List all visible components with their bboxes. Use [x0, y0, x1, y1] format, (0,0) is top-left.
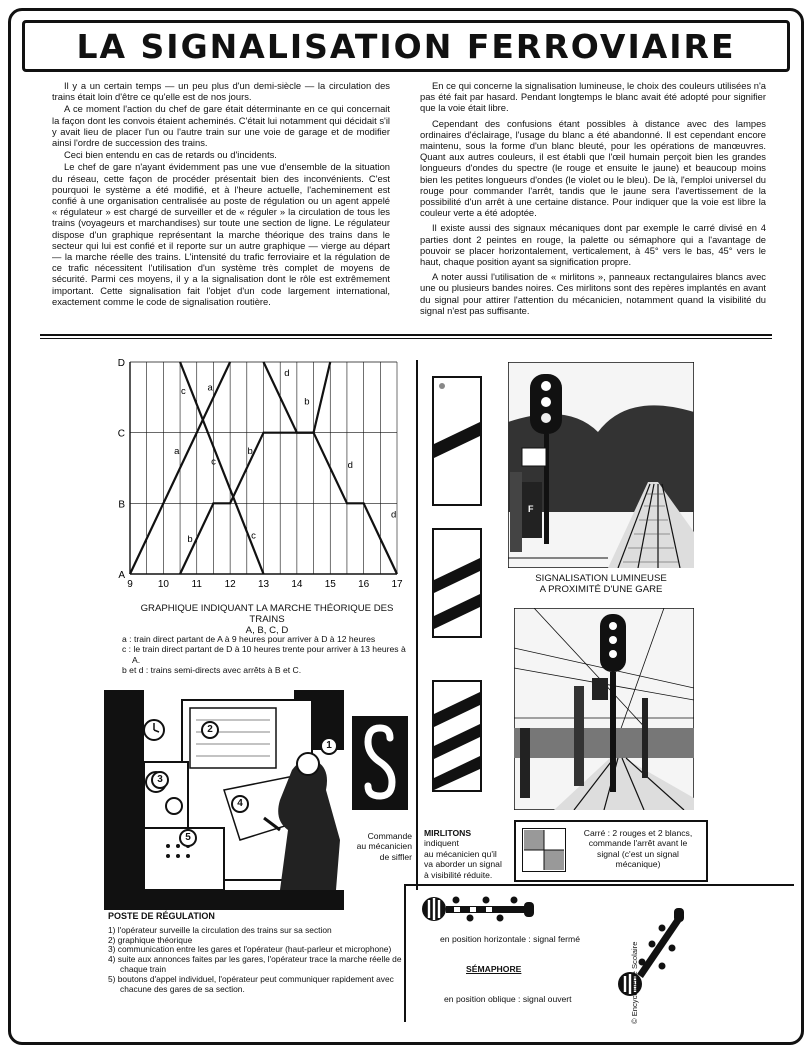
semaphore-oblique-caption: en position oblique : signal ouvert	[444, 994, 572, 1004]
x-tick-label: 16	[358, 579, 370, 590]
mirliton-one-band	[432, 376, 482, 506]
callout-number: 3	[151, 771, 169, 789]
series-label: a	[207, 382, 213, 394]
photo-caption-line: A PROXIMITÉ D'UNE GARE	[539, 584, 663, 595]
paragraph: Cependant des confusions étant possibles à distance avec des lampes ordinaires d'éclairage, l'usage du blanc a été abandonné. Il est cependant encore maintenu, sous la forme d'un blanc bleuté, pour les opérations de manœuvres. Quant aux autres couleurs, il est établi que l'œil humain perçoit bien les grandes longueurs d'ondes du spectre (le rouge et ensuite le jaune) et beaucoup moins bien les petites longueurs d'ondes (le violet ou le bleu). De là, l'emploi universel du rouge pour commander l'arrêt, tandis que le jaune sera l'avertissement de la possibilité d'un arrêt à une certaine distance. Pour indiquer que la voie est libre la couleur verte a été adoptée.	[420, 117, 766, 219]
divider-vertical	[416, 360, 418, 890]
x-tick-label: 12	[224, 579, 236, 590]
regulation-item: 3) communication entre les gares et l'opérateur (haut-parleur et microphone)	[108, 944, 392, 955]
copyright-text: © Encyclopédie Scolaire	[630, 941, 639, 1024]
regulation-item: 5) boutons d'appel individuel, l'opérateur peut communiquer rapidement avec chacune des gares de sa section.	[108, 973, 394, 994]
station-signals-photo	[514, 608, 694, 810]
caption-line: MIRLITONS	[424, 828, 472, 838]
divider-vertical	[404, 884, 406, 1022]
caption-line: au mécanicien	[356, 841, 412, 852]
caption-line: va aborder un signal	[424, 859, 502, 870]
series-label: d	[347, 460, 353, 471]
paragraph: Il existe aussi des signaux mécaniques dont par exemple le carré divisé en 4 parties dont 2 peintes en rouge, la palette ou sémaphore qui a l'avantage de pouvoir se placer horizontalement, verticalement, à 45° vers le bas, 45° vers le haut, chaque position ayant sa signification propre.	[420, 222, 766, 268]
chart-legend	[122, 634, 412, 676]
caption-line: de siffler	[379, 851, 412, 862]
semaphore-horizontal	[420, 892, 540, 926]
series-label: c	[251, 530, 256, 542]
caption-line: indiquent	[424, 838, 459, 849]
chart-caption	[122, 603, 412, 636]
x-tick-label: 13	[257, 579, 270, 590]
divider	[40, 334, 772, 336]
regulation-console-illustration	[104, 690, 344, 910]
caption-line: à visibilité réduite.	[424, 869, 493, 880]
mirliton-two-bands	[432, 528, 482, 638]
series-label: a	[174, 445, 180, 457]
x-tick-label: 17	[391, 579, 403, 590]
y-tick-label: C	[117, 428, 125, 440]
photo-caption-line: SIGNALISATION LUMINEUSE	[535, 573, 667, 584]
text-column-right	[420, 80, 766, 320]
x-tick-label: 15	[324, 579, 336, 590]
legend-entry: a : train direct partant de A à 9 heures pour arriver à D à 12 heures	[122, 634, 376, 644]
series-line-b	[180, 362, 330, 574]
series-label: d	[284, 368, 290, 380]
x-tick-label: 11	[191, 579, 202, 590]
regulation-legend	[108, 912, 408, 994]
paragraph: Le chef de gare n'ayant évidemment pas une vue d'ensemble de la situation du réseau, cette façon de procéder présentait bien des inconvénients. C'est pourquoi le système a été modifié, et à l'heure actuelle, l'acheminement est confié à une organisation centralisée au poste de régulation ou un agent appelé « régulateur » est chargé de surveiller et de « réguler » la circulation de tous les trains (voyageurs et marchandises) sur toute une section de ligne. Le régulateur dispose d'un graphique représentant la marche théorique des trains dans le secteur qui lui est confié et il reporte sur un autre graphique — vierge au départ — la marche réelle des trains. L'intensité du trafic ferroviaire et la régulation de ce trafic nécessitent l'utilisation d'un système très complet de moyens de sécurité. Parmi ces moyens, il y a la signalisation dont le rôle est extrêmement important. Cette signalisation fait l'objet d'un code largement international, exactement comme le code de signalisation routière.	[52, 161, 390, 307]
mirlitons-caption	[424, 828, 514, 880]
chart-caption-line: A, B, C, D	[245, 625, 289, 636]
series-label: b	[247, 445, 253, 457]
caption-line: mécanique)	[615, 859, 661, 870]
carre-caption	[572, 828, 704, 870]
semaphore-title: SÉMAPHORE	[466, 964, 522, 974]
paragraph: Ceci bien entendu en cas de retards ou d'incidents.	[64, 149, 277, 161]
whistle-command-sign	[352, 716, 408, 810]
carre-signal	[522, 828, 566, 872]
semaphore-horizontal-caption: en position horizontale : signal fermé	[440, 934, 580, 944]
callout-number: 4	[231, 795, 249, 813]
paragraph: En ce qui concerne la signalisation lumineuse, le choix des couleurs utilisées n'a pas été fait par hasard. Pendant longtemps le blanc avait été adopté pour signifier que la voie était libre.	[420, 80, 766, 114]
paragraph: Il y a un certain temps — un peu plus d'un demi-siècle — la circulation des trains était loin d'être ce qu'elle est de nos jours.	[52, 80, 390, 103]
text-column-left	[52, 80, 390, 308]
train-schedule-chart	[112, 352, 412, 597]
legend-entry: b et d : trains semi-directs avec arrêts à B et C.	[122, 665, 302, 676]
caption-line: commande l'arrêt avant le	[588, 838, 688, 849]
x-tick-label: 14	[291, 579, 303, 590]
callout-number: 2	[201, 721, 219, 739]
photo1-caption	[508, 573, 694, 595]
svg-text:F: F	[528, 504, 534, 514]
divider-thin	[40, 338, 772, 339]
regulation-title: POSTE DE RÉGULATION	[108, 911, 215, 921]
whistle-caption	[346, 831, 412, 862]
legend-entry: c : le train direct partant de D à 10 heures trente pour arriver à 13 heures à A.	[122, 644, 406, 665]
y-tick-label: D	[117, 358, 125, 369]
x-tick-label: 10	[157, 579, 169, 590]
y-tick-label: B	[118, 499, 125, 511]
series-label: b	[187, 534, 193, 546]
callout-number: 5	[179, 829, 197, 847]
series-label: d	[391, 509, 397, 521]
series-label: c	[211, 456, 216, 468]
regulation-item: 4) suite aux annonces faites par les gares, l'opérateur trace la marche réelle de chaque train	[108, 954, 402, 974]
series-label: b	[304, 396, 310, 408]
caption-line: signal (c'est un signal	[597, 848, 679, 859]
page-title: LA SIGNALISATION FERROVIAIRE	[76, 26, 736, 66]
caption-line: au mécanicien qu'il	[424, 848, 497, 859]
regulation-item: 1) l'opérateur surveille la circulation des trains sur sa section	[108, 924, 332, 935]
regulation-item: 2) graphique théorique	[108, 934, 193, 945]
title-box	[22, 20, 790, 72]
semaphore-oblique	[612, 904, 692, 1004]
mirliton-three-bands	[432, 680, 482, 792]
caption-line: Carré : 2 rouges et 2 blancs,	[583, 828, 693, 838]
callout-number: 1	[320, 737, 338, 755]
caption-line: Commande	[367, 831, 412, 841]
paragraph: A noter aussi l'utilisation de « mirlitons », panneaux rectangulaires blancs avec une ou plusieurs bandes noires. Ces mirlitons sont des repères implantés en avant du signal pour attirer l'attention du mécanicien, notamment quand la visibilité du signal n'est pas suffisante.	[420, 271, 766, 316]
light-signal-photo	[508, 362, 694, 568]
x-tick-label: 9	[127, 579, 133, 590]
divider	[404, 884, 794, 886]
series-label: c	[181, 385, 186, 397]
chart-caption-line: GRAPHIQUE INDIQUANT LA MARCHE THÉORIQUE DES TRAINS	[140, 603, 394, 625]
y-tick-label: A	[118, 570, 125, 581]
paragraph: A ce moment l'action du chef de gare était déterminante en ce qui concernait la façon dont les convois étaient acheminés. C'était lui notamment qui décidait s'il y avait lieu de placer l'un ou l'autre train sur une voie de garage et de modifier ainsi l'ordre de succession des trains.	[52, 103, 390, 149]
